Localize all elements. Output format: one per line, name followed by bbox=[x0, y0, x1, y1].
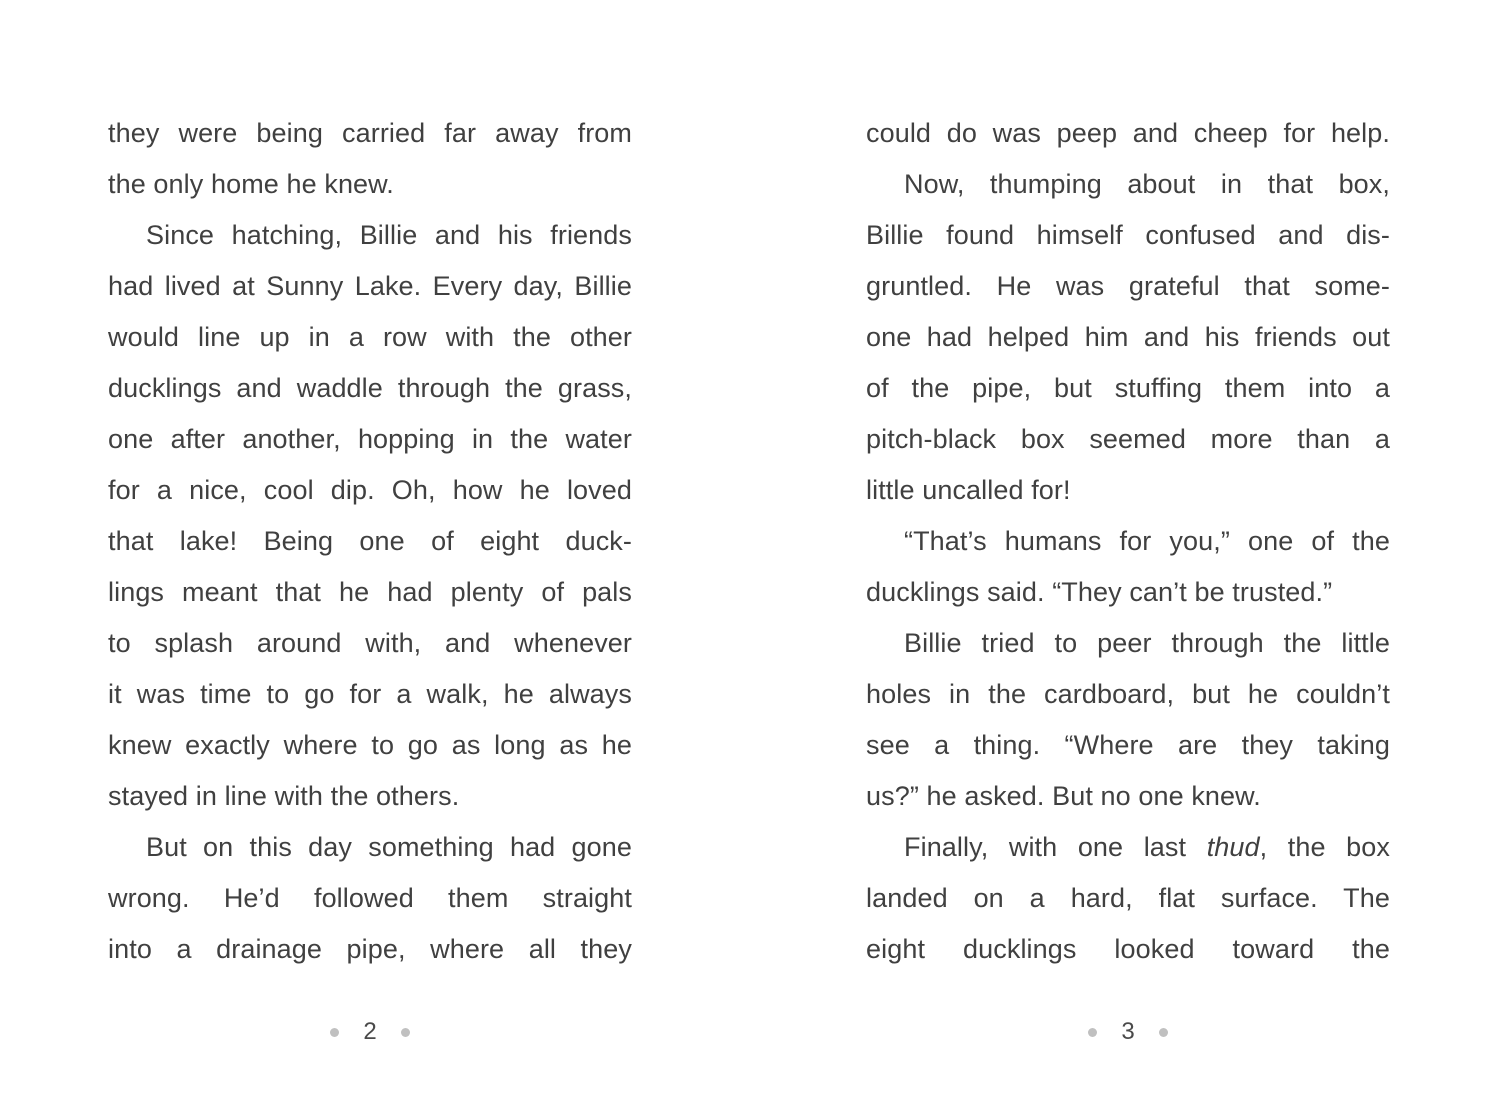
left-page-text bbox=[108, 108, 632, 975]
folio-dot-icon bbox=[330, 1028, 339, 1037]
text-line: into a drainage pipe, where all they bbox=[108, 934, 632, 964]
text-line: ducklings said. “They can’t be trusted.” bbox=[866, 577, 1333, 607]
text-line: Now, thumping about in that box, bbox=[904, 169, 1390, 199]
text-line: “That’s humans for you,” one of the bbox=[904, 526, 1390, 556]
text-line: Billie found himself confused and dis- bbox=[866, 220, 1390, 250]
text-line: Since hatching, Billie and his friends bbox=[146, 220, 632, 250]
text-line: gruntled. He was grateful that some- bbox=[866, 271, 1390, 301]
text-line: wrong. He’d followed them straight bbox=[108, 883, 632, 913]
text-line: us?” he asked. But no one knew. bbox=[866, 781, 1261, 811]
text-line: it was time to go for a walk, he always bbox=[108, 679, 632, 709]
page-number: 3 bbox=[1121, 1018, 1135, 1045]
left-page-folio bbox=[108, 1018, 632, 1046]
text-line: one had helped him and his friends out bbox=[866, 322, 1390, 352]
text-line: the only home he knew. bbox=[108, 169, 394, 199]
text-line: to splash around with, and whenever bbox=[108, 628, 632, 658]
text-line bbox=[866, 822, 1390, 873]
text-line: landed on a hard, flat surface. The bbox=[866, 883, 1390, 913]
folio-dot-icon bbox=[1088, 1028, 1097, 1037]
text-line: one after another, hopping in the water bbox=[108, 424, 632, 454]
text-line: for a nice, cool dip. Oh, how he loved bbox=[108, 475, 632, 505]
right-page-folio bbox=[866, 1018, 1390, 1046]
text-line: little uncalled for! bbox=[866, 475, 1071, 505]
text-segment: Finally, with one last bbox=[904, 832, 1207, 862]
text-line: could do was peep and cheep for help. bbox=[866, 118, 1390, 148]
text-line: knew exactly where to go as long as he bbox=[108, 730, 632, 760]
right-page-text bbox=[866, 108, 1390, 975]
text-line: But on this day something had gone bbox=[146, 832, 632, 862]
text-line: see a thing. “Where are they taking bbox=[866, 730, 1390, 760]
folio-dot-icon bbox=[401, 1028, 410, 1037]
text-line: eight ducklings looked toward the bbox=[866, 934, 1390, 964]
text-line: had lived at Sunny Lake. Every day, Billie bbox=[108, 271, 632, 301]
page-number: 2 bbox=[363, 1018, 377, 1045]
italic-word: thud bbox=[1206, 832, 1260, 862]
text-line: lings meant that he had plenty of pals bbox=[108, 577, 632, 607]
text-segment: , the box bbox=[1259, 832, 1390, 862]
folio-dot-icon bbox=[1159, 1028, 1168, 1037]
text-line: that lake! Being one of eight duck- bbox=[108, 526, 632, 556]
text-line: holes in the cardboard, but he couldn’t bbox=[866, 679, 1390, 709]
text-line: ducklings and waddle through the grass, bbox=[108, 373, 632, 403]
text-line: pitch-black box seemed more than a bbox=[866, 424, 1390, 454]
text-line: stayed in line with the others. bbox=[108, 781, 460, 811]
text-line: they were being carried far away from bbox=[108, 118, 632, 148]
text-line: of the pipe, but stuffing them into a bbox=[866, 373, 1390, 403]
text-line: Billie tried to peer through the little bbox=[904, 628, 1390, 658]
text-line: would line up in a row with the other bbox=[108, 322, 632, 352]
